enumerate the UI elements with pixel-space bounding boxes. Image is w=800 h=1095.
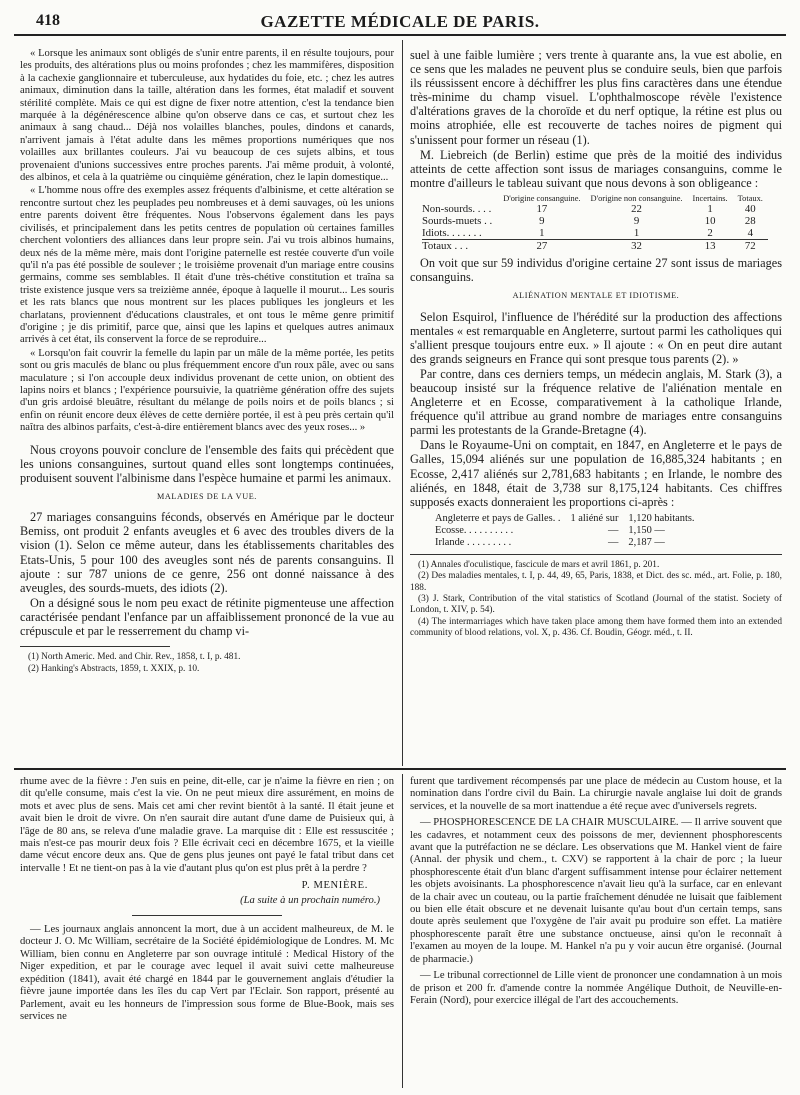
- table-conclusion: [410, 256, 782, 284]
- column-divider-bottom: [402, 774, 403, 1088]
- news-paragraph: — Le tribunal correctionnel de Lille vient de prononcer une condamnation à un mois de prison et 200 fr. d'amende contre la nommée Angélique Duthoit, de Neuville-en-Ferain (Nord), pour exercice illégal de l'art des accouchements.: [410, 970, 782, 1006]
- table-cell: 1: [633, 226, 640, 239]
- quote-paragraph: « L'homme nous offre des exemples assez fréquents d'albinisme, et cette altération se rencontre surtout chez les peuplades peu nombreuses et à demi sauvages, où les unions entre parents doivent être fréquentes. Nous l'observons également dans les pays civilisés, et principalement dans les petits centres de population où certaines familles cherchent volontiers des alliances dans leur propre sein. J'ai vu trois albinos humains, deux nés de la même mère, mais dont l'origine paternelle est restée couverte d'un voile qu'il n'a pas été possible de soulever ; le troisième provenait d'un mariage entre cousins germains, comme ses semblables. Il était d'une très-chétive constitution et traîna sa triste existence jusque vers sa treizième année, époque à laquelle il mourut... Les souris et les rats blancs que nous montrent sur les places publiques les jongleurs et les charlatans, proviennent d'éducations claustrales, et ont tous le même genre primitif d'origine ; je dis primitif, parce que, ainsi que les lapins et quelques autres animaux arrivés à cet état, ils conservent la force de se reproduire...: [20, 185, 394, 346]
- table-row: [422, 203, 768, 215]
- statistics-table: [422, 194, 768, 252]
- table-cell: Totaux . . .: [422, 239, 498, 252]
- conclusion-paragraph: Nous croyons pouvoir conclure de l'ensemble des faits qui précèdent que les unions consanguines, surtout quand elles sont longtemps continuées, produisent souvent l'albinisme dans l'espèce humaine et parmi les animaux.: [20, 442, 394, 485]
- table-cell: 27: [498, 239, 585, 252]
- body-paragraph: 27 mariages consanguins féconds, observés en Amérique par le docteur Bemiss, ont produit 2 enfants aveugles et 6 avec des troubles divers de la vision (1). Selon ce même auteur, dans les établissements charitables des Etats-Unis, 5 pour 100 des aveugles sont nés de parents consanguins. Il ajoute : sur 787 unions de ce genre, 256 ont donné naissance à des aveugles, des sourds-muets, des idiots (2).: [20, 510, 394, 595]
- footnote-rule: [410, 554, 782, 555]
- table-total-row: [422, 239, 768, 252]
- table-cell: Ecosse. . . . . . . . . .: [435, 524, 514, 536]
- table-cell: 1,150 —: [628, 524, 665, 536]
- continued-note: (La suite à un prochain numéro.): [240, 894, 380, 906]
- column-divider-top: [402, 40, 403, 766]
- section-heading-alienation: ALIÉNATION MENTALE ET IDIOTISME.: [512, 291, 680, 301]
- table-cell: —: [608, 524, 619, 536]
- table-cell: Idiots. . . . . . .: [422, 226, 482, 239]
- table-cell: 32: [586, 239, 688, 252]
- table-cell: 1: [539, 226, 545, 239]
- table-cell: 2,187 —: [628, 536, 665, 548]
- table-cell: 17: [536, 202, 548, 215]
- table-row: [422, 227, 768, 240]
- table-cell: 13: [688, 239, 733, 252]
- news-paragraph: — PHOSPHORESCENCE DE LA CHAIR MUSCULAIRE. — Il arrive souvent que les cadavres, et notamment ceux des poissons de mer, deviennent phosphorescents avant que la putréfaction ne se déclare. Les observations que M. Hankel vient de faire (Annal. der physik und chem., t. CXV) se rapportent à la chair de porc ; la lueur phosphorescente était d'un blanc d'argent suffisamment intense pour éclairer nettement les objets avoisinants. La phosphorescence n'avait lieu qu'à la surface, car en enlevant de la chair avec un couteau, ou la partie fraîchement dénudée ne luisait que faiblement ou bien elle était obscure et ne devenait luisante qu'au bout d'un certain temps, sans doute après seulement que l'oxygène de l'air avait pu produire son effet. La matière phosphorescente paraît être une substance onctueuse, ainsi qu'on le reconnaît à l'examen au moyen de la loupe. M. Hankel n'a pu y voir aucun être organisé. (Journal de pharmacie.): [410, 817, 782, 965]
- author-signature: P. MENIÈRE.: [301, 880, 368, 892]
- table-cell: Sourds-muets . .: [422, 214, 493, 227]
- table-cell: 4: [747, 226, 753, 239]
- footnote: (2) Des maladies mentales, t. I, p. 44, 49, 65, Paris, 1838, et Dict. des sc. méd., art. Folie, p. 180, 188.: [410, 571, 782, 593]
- table-cell: 28: [744, 214, 756, 227]
- bottom-right-column: [410, 776, 782, 1090]
- proportions-table: [430, 513, 700, 549]
- table-cell: 40: [744, 202, 756, 215]
- alienation-section: [410, 310, 782, 509]
- table-cell: Non-sourds. . . .: [422, 202, 492, 215]
- body-paragraph: Selon Esquirol, l'influence de l'hérédité sur la production des affections mentales « est remarquable en Angleterre, surtout parmi les catholiques qui s'allient presque toujours entre eux. » Il ajoute : « On en peut dire autant des grands seigneurs en France qui sont presque tous parents (2). »: [410, 309, 782, 366]
- quote-paragraph: « Lorsqu'on fait couvrir la femelle du lapin par un mâle de la même portée, les petits sont ou gris maculés de blanc ou plus fréquemment encore d'un roux pâle, avec ou sans maculature ; si l'on accouple deux individus provenant de cette union, on obtient des lapins noirs et blancs ; l'expérience poursuivie, la quatrième génération offre des sujets d'un gris ardoisé bleuâtre, résultant du mélange de poils noirs et de poils blancs ; si enfin on réunit encore deux élèves de cette dernière portée, il est à peu près certain qu'il naîtra des albinos parfaits, c'est-à-dire entièrement blancs avec des yeux roses... »: [20, 347, 394, 434]
- footnote: (1) North Americ. Med. and Chir. Rev., 1858, t. I, p. 481.: [28, 652, 241, 663]
- table-cell: 2: [707, 226, 713, 239]
- table-header: [422, 194, 498, 203]
- section-separator: [14, 768, 786, 770]
- footnotes-right: [410, 560, 782, 640]
- news-paragraph: — Les journaux anglais annoncent la mort, due à un accident malheureux, de M. le docteur J. O. Mc William, secrétaire de la Société épidémiologique de Londres. M. Mc William, bien connu en Angleterre par son ouvrage intitulé : Medical History of the Niger expedition, et par le courage avec lequel il avait suivi cette malheureuse expédition (1841), avait été chargé en 1844 par le gouvernement anglais d'étudier la fièvre jaune importée dans les îles du cap Vert par l'Eclair. Son rapport, présenté au Parlement, avait eu les honneurs de l'impression sous forme de Blue-Book, mais ses services ne: [20, 924, 394, 1022]
- body-paragraph: M. Liebreich (de Berlin) estime que près de la moitié des individus atteints de cette affection sont issus de mariages consanguins, comme le montre d'ailleurs le tableau suivant que nous devons à son obligeance :: [410, 147, 782, 190]
- footnote: (2) Hanking's Abstracts, 1859, t. XXIX, p. 10.: [28, 663, 200, 674]
- table-cell: 1 aliéné sur: [570, 512, 619, 524]
- footnote-rule: [20, 646, 170, 647]
- table-cell: 1,120 habitants.: [628, 512, 695, 524]
- bottom-left-column: [20, 776, 394, 1090]
- table-header: D'origine consanguine.: [503, 193, 581, 203]
- footnote: (4) The intermarriages which have taken place among them have formed them into an extended community of blood relations, vol. X, p. 436. Cf. Boudin, Géogr. méd., t. II.: [410, 616, 782, 639]
- body-paragraph: Par contre, dans ces derniers temps, un médecin anglais, M. Stark (3), a beaucoup insisté sur la fréquence relative de l'aliénation mentale en Angleterre et en Ecosse, comparativement à la catholique Irlande, fréquence qu'il attribue au grand nombre de mariages entre consanguins parmi les protestants de la Grande-Bretagne (4).: [410, 366, 782, 438]
- page-number: 418: [36, 12, 60, 29]
- footnote: (3) J. Stark, Contribution of the vital statistics of Scotland (Journal of the statist. Society of London, t. XIV, p. 54).: [410, 594, 782, 616]
- table-cell: —: [608, 536, 619, 548]
- divider: [132, 915, 282, 916]
- conclusion-block: [20, 443, 394, 485]
- journal-title: GAZETTE MÉDICALE DE PARIS.: [260, 12, 540, 31]
- table-cell: 10: [704, 214, 716, 227]
- table-row: [430, 525, 700, 537]
- right-column: [410, 48, 782, 766]
- table-header: D'origine non consanguine.: [590, 193, 683, 203]
- body-paragraph: On voit que sur 59 individus d'origine certaine 27 sont issus de mariages consanguins.: [410, 255, 782, 285]
- page-header: [14, 8, 786, 36]
- footnote: (1) Annales d'oculistique, fascicule de mars et avril 1861, p. 201.: [418, 559, 660, 570]
- table-cell: Irlande . . . . . . . . .: [435, 536, 512, 548]
- table-cell: Angleterre et pays de Galles. .: [435, 512, 561, 524]
- table-header: Totaux.: [737, 193, 763, 203]
- body-paragraph: rhume avec de la fièvre : J'en suis en peine, dit-elle, car je n'aime la fièvre en rien ; on dit qu'elle consume, mais c'est la vie. On ne peut mieux dire assurément, en moins de mots et avec plus de sens. Mais cet ami cher revint bientôt à la santé. Il était jeune et avait bien le droit de vivre. On n'en saurait dire autant d'une dame de Puisieux qui, à l'âge de 80 ans, se releva d'une maladie grave. La marquise dit : Elle est ressuscitée ; mais n'est-ce pas mourir deux fois ? Elle écrivait ceci en décembre 1675, et la vieille dame vécut encore deux ans. Que de gens plus jeunes ont payé le fatal tribut dans cet intervalle ! Et ne tient-on pas à la vie d'autant plus qu'on est plus prêt à la perdre ?: [20, 776, 394, 874]
- left-column: [20, 48, 394, 766]
- table-row: [422, 215, 768, 227]
- body-paragraph: furent que tardivement récompensés par une place de médecin au Custom house, et la nomination dans l'ordre civil du Bain. La chirurgie navale anglaise lui doit de grands services, et la nouvelle de sa mort inattendue a été reçue avec d'universels regrets.: [410, 776, 782, 812]
- right-intro: [410, 48, 782, 190]
- body-paragraph: On a désigné sous le nom peu exact de rétinite pigmenteuse une affection caractérisée pendant l'enfance par un affaiblissement prononcé de la vue au crépuscule et par le resserrement du champ vi-: [20, 595, 394, 639]
- table-cell: 1: [707, 202, 713, 215]
- table-row: [430, 537, 700, 549]
- table-row: [430, 513, 700, 525]
- vision-section: [20, 510, 394, 638]
- table-cell: 9: [633, 214, 640, 227]
- table-cell: 22: [631, 202, 642, 215]
- table-cell: 72: [733, 239, 768, 252]
- body-paragraph: Dans le Royaume-Uni on comptait, en 1847, en Angleterre et le pays de Galles, 15,094 aliénés sur une population de 16,885,324 habitants ; en Ecosse, 2,417 aliénés sur 2,781,683 habitants ; en Irlande, le nombre des aliénés, en 1848, était de 3,738 sur 8,175,124 habitants. Ces chiffres supposés exacts donneraient les proportions ci-après :: [410, 438, 782, 509]
- section-heading-vision: MALADIES DE LA VUE.: [157, 491, 257, 501]
- footnotes-left: [20, 652, 394, 675]
- body-paragraph: suel à une faible lumière ; vers trente à quarante ans, la vue est abolie, en ce sens que les malades ne peuvent plus se conduire seuls, bien que parfois ils réussissent encore à déchiffrer les plus fins caractères dans une étendue très-minime du champ visuel. L'ophthalmoscope révèle l'existence d'altérations graves de la choroïde et du nerf optique, la rétine est plus ou moins atrophiée, elle est recouverte de taches noires de pigment qui s'unissent pour former un réseau (1).: [410, 48, 782, 147]
- table-header: Incertains.: [692, 193, 728, 203]
- quote-paragraph: « Lorsque les animaux sont obligés de s'unir entre parents, il en résulte toujours, pour les produits, des altérations plus ou moins profondes ; chez les mammifères, disposition à la cachexie ganglionnaire et tuberculeuse, aux hydatides du foie, etc. ; chez les autres animaux, diminution dans la taille, altération dans les formes, état maladif et souvent stérilité complète. Mais ce qui est digne de fixer notre attention, c'est la tendance bien marquée à la dégénérescence albine qu'on observe dans ce cas, et surtout chez les animaux à sang chaud... Déjà nos volailles blanches, poules, dindons et canards, n'arrivent jamais à l'état adulte dans les mêmes proportions numériques que nos volailles aux brillantes couleurs. J'ai vu beaucoup de ces sujets albins, et tous provenaient d'unions successives entre proches parents. J'ai même produit, à volonté, des albinos, et cela à la quatrième ou cinquième génération, chez le lapin domestique...: [20, 48, 394, 184]
- table-cell: 9: [539, 214, 545, 227]
